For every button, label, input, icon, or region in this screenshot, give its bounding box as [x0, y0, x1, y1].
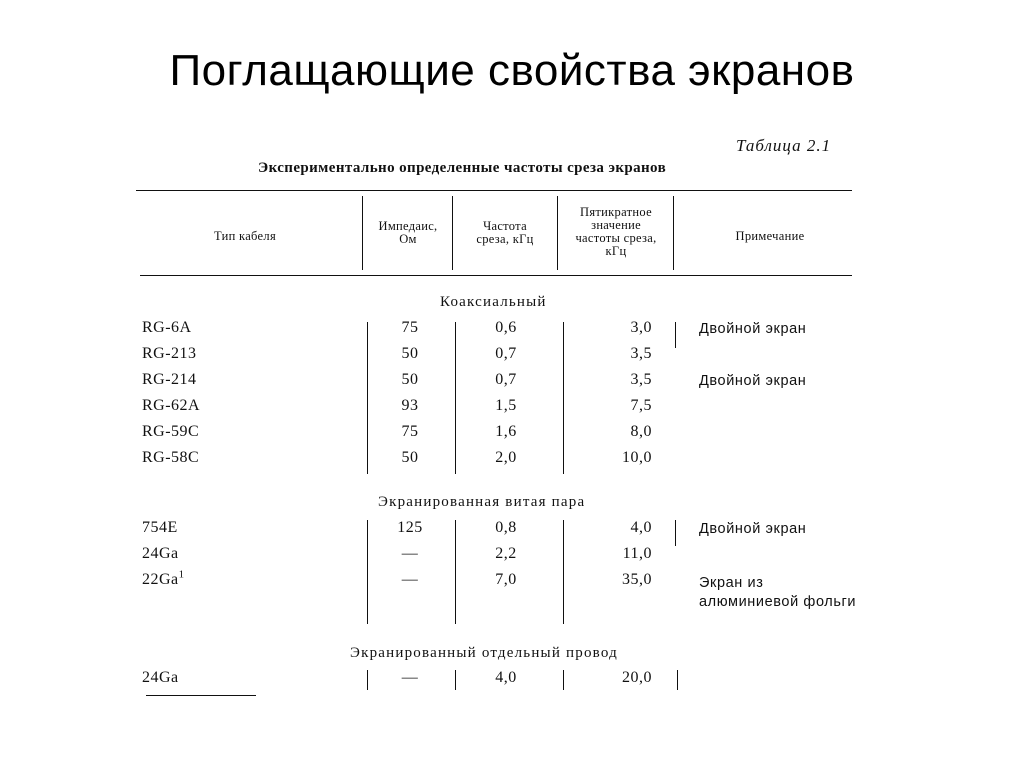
- cell-impedance: 50: [401, 345, 419, 362]
- cell-type: RG-62A: [142, 397, 201, 414]
- cell-fivefold: 20,0: [622, 669, 652, 686]
- column-separator: [677, 670, 678, 690]
- cell-fivefold: 4,0: [630, 519, 652, 536]
- cell-frequency: 1,6: [495, 423, 517, 440]
- header-separator: [673, 196, 674, 270]
- column-separator: [675, 520, 676, 546]
- cell-type: RG-59C: [142, 423, 200, 440]
- cell-impedance: —: [401, 545, 419, 562]
- header-bottom-rule: [140, 275, 852, 276]
- cell-frequency: 1,5: [495, 397, 517, 414]
- cell-note: Двойной экран: [699, 373, 807, 389]
- cell-fivefold: 8,0: [630, 423, 652, 440]
- cell-frequency: 0,7: [495, 371, 517, 388]
- cell-fivefold: 11,0: [622, 545, 652, 562]
- cell-fivefold: 3,0: [630, 319, 652, 336]
- section-title: Коаксиальный: [440, 294, 547, 310]
- cell-note: Двойной экран: [699, 321, 807, 337]
- column-separator: [675, 322, 676, 348]
- section-title: Экранированная витая пара: [378, 494, 586, 510]
- header-frequency: Частота среза, кГц: [476, 219, 534, 246]
- cell-type: 24Ga: [142, 545, 179, 562]
- footnote-mark: 1: [178, 568, 185, 581]
- table-top-rule: [136, 190, 852, 191]
- cell-note: Экран из алюминиевой фольги: [699, 575, 857, 610]
- cell-type: RG-213: [142, 345, 197, 362]
- cell-type: RG-58C: [142, 449, 200, 466]
- slide-title: Поглащающие свойства экранов: [169, 46, 855, 95]
- cell-frequency: 0,6: [495, 319, 517, 336]
- cell-fivefold: 3,5: [630, 345, 652, 362]
- table-number: Таблица 2.1: [736, 136, 832, 155]
- cell-type-value: 22Ga: [142, 571, 179, 588]
- cell-note: Двойной экран: [699, 521, 807, 537]
- table-bottom-rule: [146, 695, 256, 696]
- cell-fivefold: 3,5: [630, 371, 652, 388]
- cell-impedance: 93: [401, 397, 419, 414]
- cell-type: 24Ga: [142, 669, 179, 686]
- cell-frequency: 4,0: [495, 669, 517, 686]
- cell-impedance: —: [401, 571, 419, 588]
- section-title: Экранированный отдельный провод: [350, 645, 618, 661]
- cell-fivefold: 35,0: [622, 571, 652, 588]
- header-separator: [452, 196, 453, 270]
- cell-type: 754E: [142, 519, 178, 536]
- cell-frequency: 2,2: [495, 545, 517, 562]
- cell-impedance: 50: [401, 449, 419, 466]
- cell-impedance: —: [401, 669, 419, 686]
- header-separator: [557, 196, 558, 270]
- cell-fivefold: 10,0: [622, 449, 652, 466]
- cell-impedance: 75: [401, 319, 419, 336]
- cell-frequency: 0,8: [495, 519, 517, 536]
- header-fivefold: Пятикратное значение частоты среза, кГц: [575, 205, 657, 258]
- cell-fivefold: 7,5: [630, 397, 652, 414]
- cell-frequency: 0,7: [495, 345, 517, 362]
- cell-type: RG-6A: [142, 319, 192, 336]
- table-caption: Экспериментально определенные частоты среза экранов: [258, 160, 667, 176]
- cell-frequency: 7,0: [495, 571, 517, 588]
- cell-frequency: 2,0: [495, 449, 517, 466]
- cell-impedance: 125: [397, 519, 423, 536]
- header-separator: [362, 196, 363, 270]
- header-note: Примечание: [735, 229, 805, 243]
- cell-type: RG-214: [142, 371, 197, 388]
- cell-impedance: 50: [401, 371, 419, 388]
- header-impedance: Импедаис, Ом: [378, 219, 438, 246]
- cell-impedance: 75: [401, 423, 419, 440]
- header-type: Тип кабеля: [214, 229, 276, 243]
- cell-type: [142, 570, 185, 590]
